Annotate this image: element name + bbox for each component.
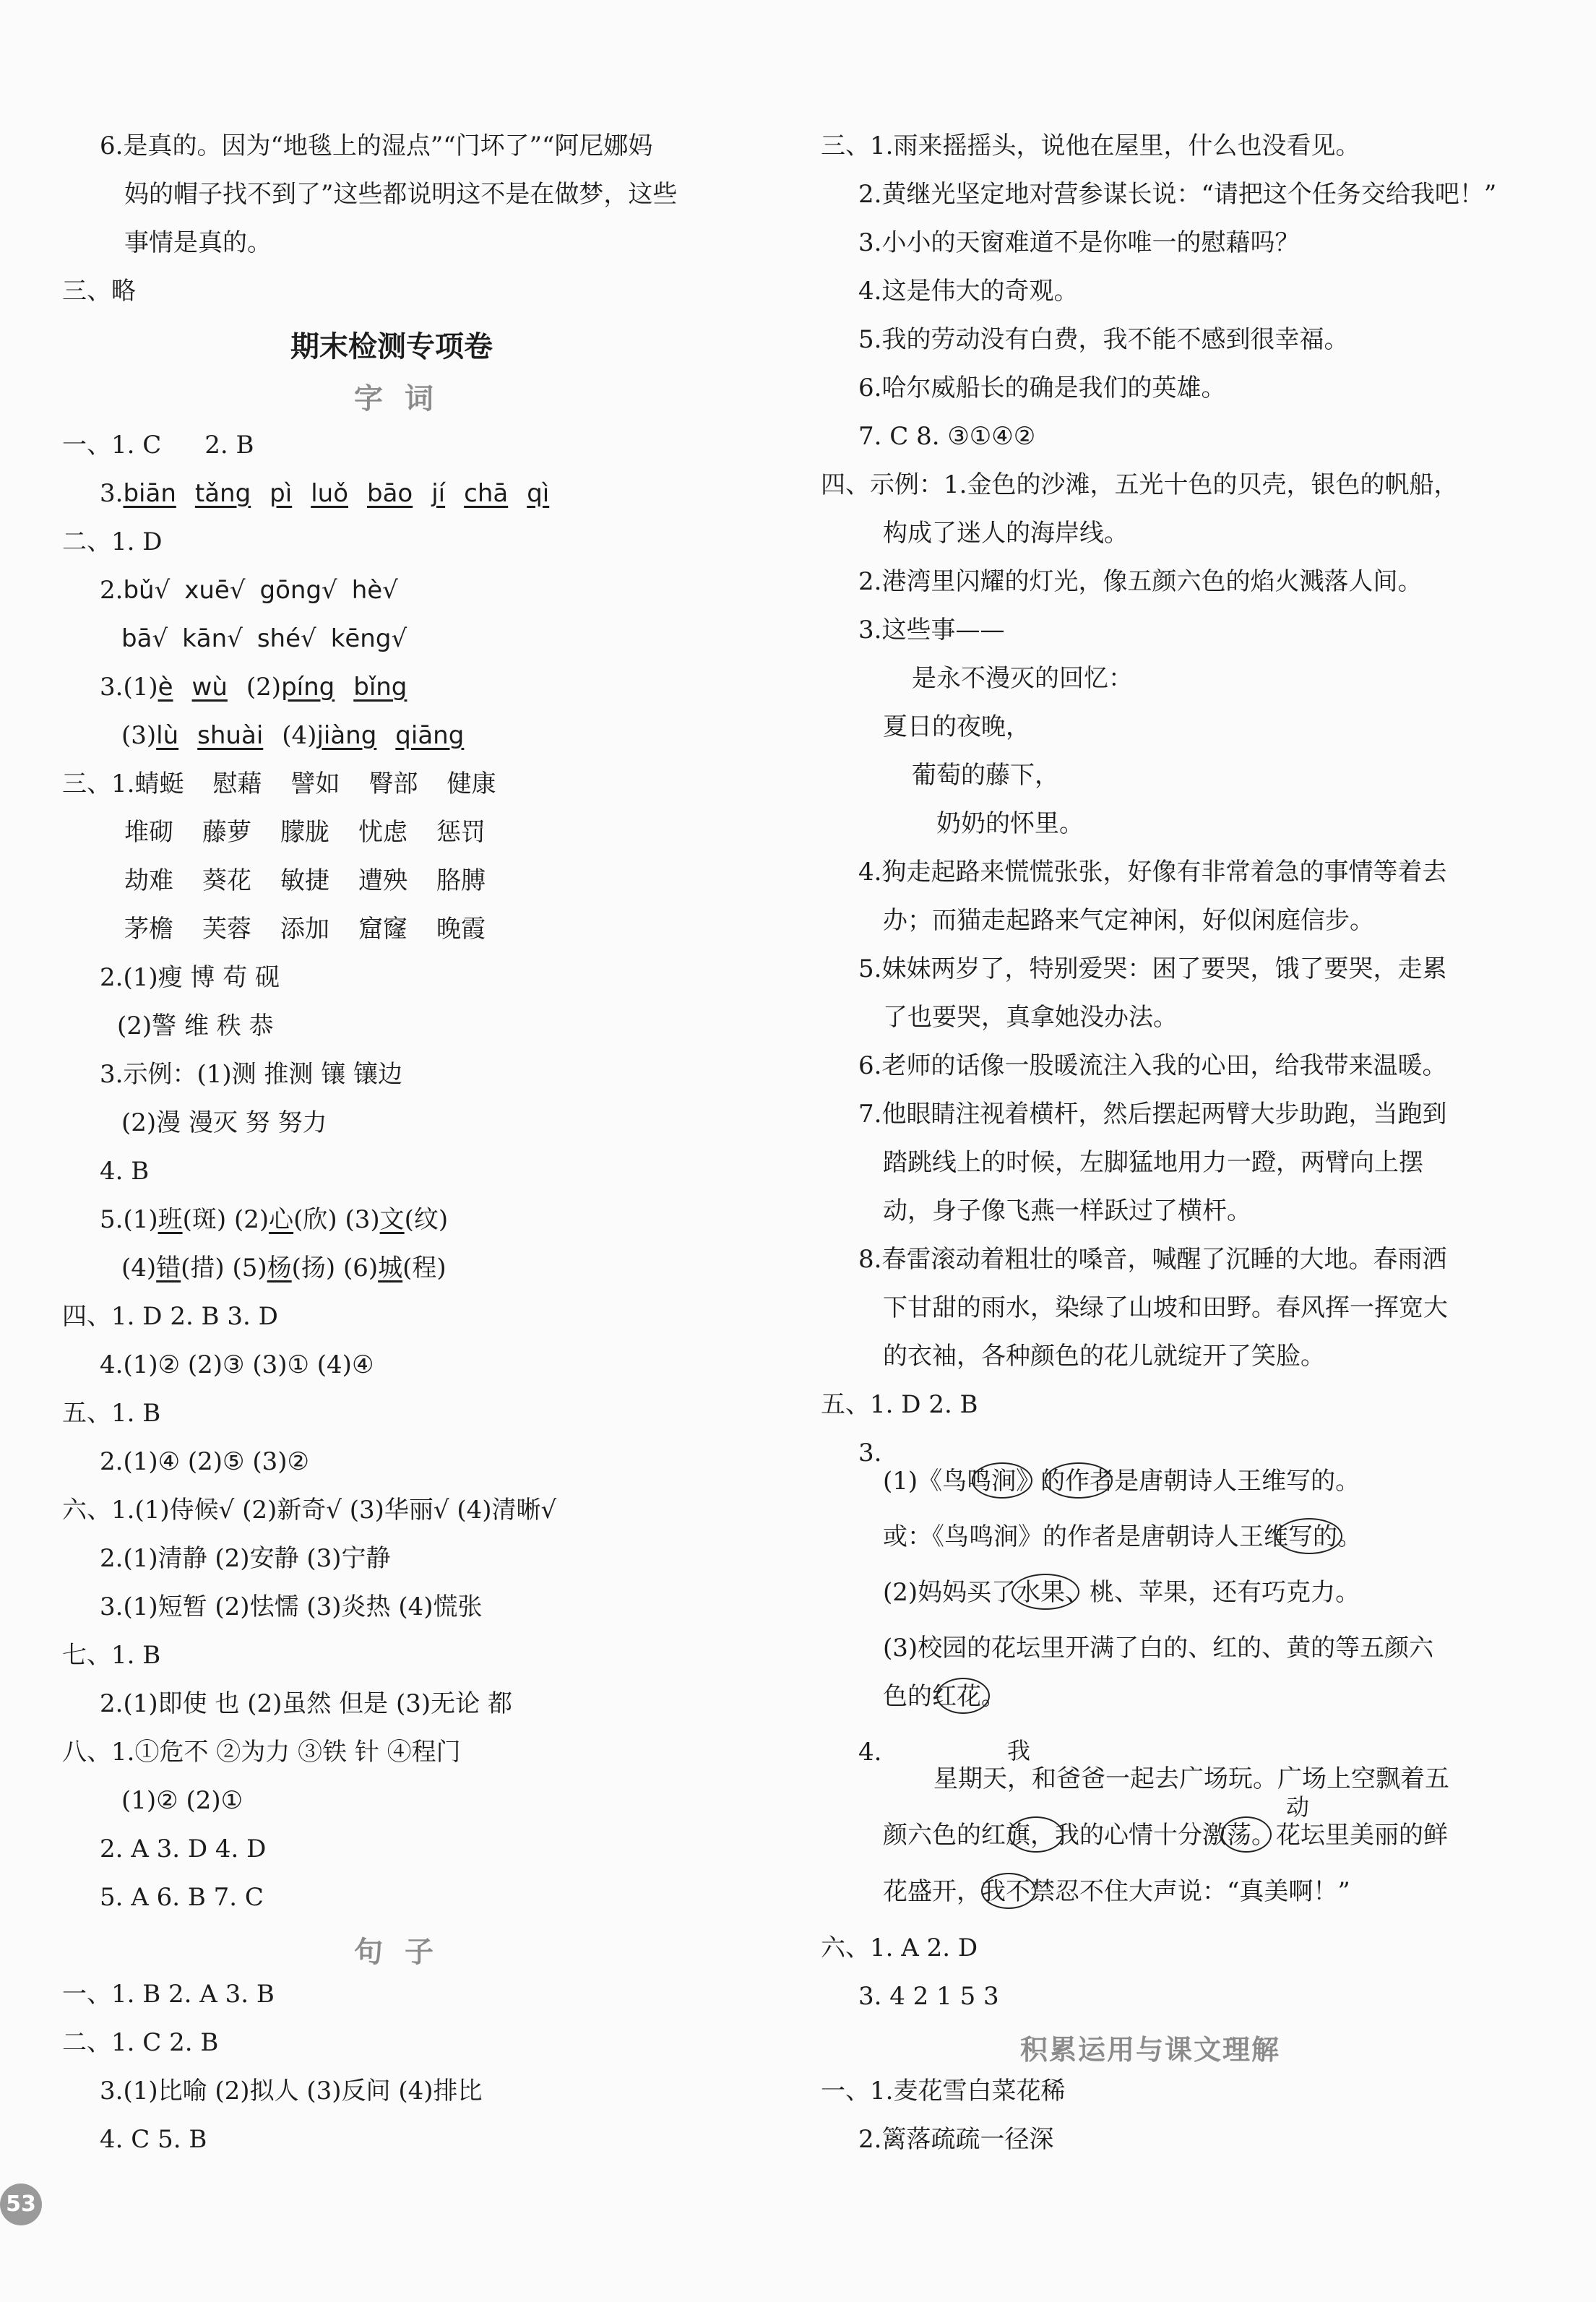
pinyin: gōng√ (259, 576, 337, 605)
corrected-sentence: (1)《鸟鸣涧》的作者是唐朝诗人王维写的。 (883, 1467, 1360, 1496)
wrong-char: 心 (269, 1205, 294, 1234)
answer-line: 四、1. D 2. B 3. D (62, 1302, 278, 1331)
correct-char: (程) (402, 1254, 447, 1283)
pinyin-line (100, 671, 426, 703)
answer-line (100, 1204, 448, 1236)
correct-char: (纹) (404, 1205, 449, 1234)
pinyin: kān√ (182, 624, 243, 653)
answer-text: 2. B (204, 431, 254, 460)
answer-line: 3.小小的天窗难道不是你唯一的慰藉吗？ (858, 228, 1300, 257)
answer-line: (1)② (2)① (121, 1786, 243, 1815)
corrected-sentence: 或：《鸟鸣涧》的作者是唐朝诗人王维写的。 (883, 1522, 1362, 1551)
pinyin: pì (269, 479, 293, 508)
answer-line: 二、1. D (62, 527, 163, 556)
answer-line: (2)漫 漫灭 努 努力 (121, 1108, 327, 1137)
answer-line: 3. 4 2 1 5 3 (858, 1982, 999, 2011)
word: 晚霞 (436, 915, 486, 944)
subsection-title: 句子 (354, 1936, 455, 1969)
answer-line: 2.篱落疏疏一径深 (858, 2125, 1054, 2154)
proofread-circle (936, 1678, 990, 1714)
answer-line: 6.哈尔威船长的确是我们的英雄。 (858, 374, 1226, 402)
pinyin: jiàng (316, 721, 377, 750)
wrong-char: 文 (379, 1205, 405, 1234)
word: 慰藉 (212, 770, 262, 798)
subsection-title: 字词 (354, 382, 455, 415)
answer-line: 4.这是伟大的奇观。 (858, 277, 1079, 306)
corrected-sentence: (3)校园的花坛里开满了白的、红的、黄的等五颜六 (883, 1634, 1434, 1663)
correct-char: (扬) (6) (291, 1254, 379, 1283)
word: 堆砌 (124, 818, 173, 847)
answer-line: 一、1. B 2. A 3. B (62, 1980, 275, 2009)
answer-line: 三、略 (62, 277, 136, 306)
answer-line: 的衣袖，各种颜色的花儿就绽开了笑脸。 (883, 1342, 1325, 1371)
word: 敏捷 (280, 866, 329, 895)
pinyin: chā (464, 479, 509, 508)
answer-line: 八、1.①危不 ②为力 ③铁 针 ④程门 (62, 1738, 461, 1767)
pinyin: qì (527, 479, 550, 508)
word: 劫难 (124, 866, 173, 895)
pinyin: kēng√ (330, 624, 407, 653)
subsection-title: 积累运用与课文理解 (1020, 2034, 1281, 2066)
proofread-circle (1011, 1574, 1079, 1610)
corrected-paragraph: 星期天，和爸爸一起去广场玩。广场上空飘着五 (933, 1764, 1449, 1793)
answer-line: 构成了迷人的海岸线。 (883, 519, 1129, 548)
word: 芙蓉 (202, 915, 251, 944)
answer-line: 六、1. A 2. D (821, 1934, 978, 1962)
answer-line: 3.(1)比喻 (2)拟人 (3)反问 (4)排比 (100, 2077, 483, 2105)
wrong-char: 杨 (267, 1254, 292, 1283)
pinyin: è (158, 673, 173, 702)
item-number: 5.(1) (100, 1205, 158, 1234)
pinyin: lù (156, 721, 179, 750)
pinyin: xuē√ (184, 576, 246, 605)
answer-line: 4.(1)② (2)③ (3)① (4)④ (100, 1350, 374, 1379)
corrected-paragraph: 花盛开，我不禁忍不住大声说：“真美啊！” (883, 1877, 1350, 1906)
answer-line: 妈的帽子找不到了”这些都说明这不是在做梦，这些 (124, 180, 678, 209)
insert-mark: 动 (1286, 1793, 1310, 1821)
proofread-circle (1045, 1462, 1113, 1499)
word: 譬如 (290, 770, 340, 798)
answer-line: 6.是真的。因为“地毯上的湿点”“门坏了”“阿尼娜妈 (100, 132, 653, 160)
answer-line: 下甘甜的雨水，染绿了山坡和田野。春风挥一挥宽大 (883, 1293, 1448, 1322)
corrected-sentence: (2)妈妈买了水果、桃、苹果，还有巧克力。 (883, 1578, 1360, 1607)
pinyin: biān (123, 479, 176, 508)
wrong-char: 错 (156, 1254, 181, 1283)
pinyin: tǎng (194, 479, 251, 508)
pinyin: bāo (367, 479, 413, 508)
item-number: (4) (282, 721, 317, 750)
correct-char: (斑) (2) (182, 1205, 269, 1234)
pinyin: qiāng (395, 721, 465, 750)
word: 窟窿 (358, 915, 407, 944)
answer-line: 2.(1)瘦 博 苟 砚 (100, 963, 280, 992)
word-row (62, 768, 496, 800)
answer-line: 4. (858, 1738, 882, 1767)
answer-line: 二、1. C 2. B (62, 2028, 219, 2057)
pinyin: luǒ (311, 479, 348, 508)
answer-line: 5. A 6. B 7. C (100, 1883, 264, 1912)
item-number: 三、1. (62, 770, 135, 798)
proofread-circle (1009, 1816, 1064, 1853)
corrected-sentence: 色的红花。 (883, 1682, 1006, 1711)
answer-line: 事情是真的。 (124, 228, 272, 257)
answer-line: 2.黄继光坚定地对营参谋长说：“请把这个任务交给我吧！” (858, 180, 1497, 209)
answer-line: 2.(1)④ (2)⑤ (3)② (100, 1447, 309, 1476)
item-number: (2) (246, 673, 282, 702)
answer-line: 7. C 8. ③①④② (858, 422, 1036, 451)
poem-line: 夏日的夜晚， (883, 712, 1030, 741)
word: 藤萝 (202, 818, 251, 847)
proofread-circle (1276, 1518, 1342, 1554)
pinyin-line (100, 574, 413, 606)
word: 忧虑 (358, 818, 407, 847)
section-title: 期末检测专项卷 (290, 330, 493, 363)
pinyin: shé√ (256, 624, 316, 653)
word-row (124, 865, 486, 897)
word-row (124, 816, 486, 848)
item-number: (3) (121, 721, 157, 750)
answer-line: 4.狗走起路来慌慌张张，好像有非常着急的事情等着去 (858, 858, 1447, 887)
pinyin-line (121, 623, 421, 655)
answer-line: 5.我的劳动没有白费，我不能不感到很幸福。 (858, 325, 1349, 354)
poem-line: 奶奶的怀里。 (936, 809, 1084, 838)
pinyin: jí (431, 479, 446, 508)
answer-line: 一、1.麦花雪白菜花稀 (821, 2077, 1066, 2105)
word: 惩罚 (436, 818, 486, 847)
answer-line: 办；而猫走起路来气定神闲，好似闲庭信步。 (883, 906, 1374, 935)
answer-line: 五、1. B (62, 1399, 161, 1428)
answer-text: 一、1. C (62, 431, 162, 460)
answer-line: 六、1.(1)侍候√ (2)新奇√ (3)华丽√ (4)清晰√ (62, 1496, 557, 1525)
answer-line: 七、1. B (62, 1641, 161, 1670)
answer-line: 五、1. D 2. B (821, 1390, 978, 1419)
answer-line: 3.这些事—— (858, 616, 1005, 645)
word: 添加 (280, 915, 329, 944)
poem-line: 是永不漫灭的回忆： (912, 664, 1133, 693)
item-number: 3.(1) (100, 673, 158, 702)
pinyin: píng (281, 673, 335, 702)
answer-line: 2.(1)清静 (2)安静 (3)宁静 (100, 1544, 391, 1573)
pinyin: shuài (197, 721, 264, 750)
pinyin-line (100, 478, 568, 509)
answer-line: 2. A 3. D 4. D (100, 1835, 267, 1863)
proofread-circle (1221, 1816, 1272, 1853)
correct-char: (欣) (3) (293, 1205, 380, 1234)
correct-char: (措) (5) (181, 1254, 267, 1283)
word: 葵花 (202, 866, 251, 895)
proofread-circle (981, 1873, 1036, 1909)
word: 蜻蜓 (134, 770, 184, 798)
pinyin: bā√ (121, 624, 168, 653)
pinyin: bǔ√ (123, 576, 171, 605)
word: 健康 (447, 770, 496, 798)
item-number: 3. (100, 479, 124, 508)
answer-line: 3.示例：(1)测 推测 镶 镶边 (100, 1060, 403, 1089)
answer-line: 2.(1)即使 也 (2)虽然 但是 (3)无论 都 (100, 1689, 512, 1718)
wrong-char: 城 (378, 1254, 403, 1283)
word: 臀部 (368, 770, 418, 798)
answer-line: 8.春雷滚动着粗壮的嗓音，喊醒了沉睡的大地。春雨洒 (858, 1245, 1447, 1274)
poem-line: 葡萄的藤下， (912, 761, 1059, 790)
pinyin: bǐng (353, 673, 407, 702)
answer-line: 踏跳线上的时候，左脚猛地用力一蹬，两臂向上摆 (883, 1148, 1423, 1177)
answer-line: 3.(1)短暂 (2)怯懦 (3)炎热 (4)慌张 (100, 1592, 483, 1621)
item-number: 2. (100, 576, 124, 605)
pinyin: hè√ (351, 576, 398, 605)
answer-line: 6.老师的话像一股暖流注入我的心田，给我带来温暖。 (858, 1051, 1447, 1080)
answer-line: 了也要哭，真拿她没办法。 (883, 1003, 1178, 1032)
pinyin: wù (191, 673, 228, 702)
answer-line: 2.港湾里闪耀的灯光，像五颜六色的焰火溅落人间。 (858, 567, 1423, 596)
answer-line: 4. B (100, 1157, 150, 1186)
word: 朦胧 (280, 818, 329, 847)
answer-line: 动，身子像飞燕一样跃过了横杆。 (883, 1197, 1251, 1225)
answer-line: 4. C 5. B (100, 2125, 207, 2154)
word: 遭殃 (358, 866, 407, 895)
item-number: (4) (121, 1254, 157, 1283)
answer-line: 四、示例：1.金色的沙滩，五光十色的贝壳，银色的帆船， (821, 470, 1459, 499)
wrong-char: 班 (158, 1205, 183, 1234)
answer-line: 7.他眼睛注视着横杆，然后摆起两臂大步助跑，当跑到 (858, 1100, 1447, 1129)
word: 茅檐 (124, 915, 173, 944)
answer-line: 三、1.雨来摇摇头，说他在屋里，什么也没看见。 (821, 132, 1360, 160)
word: 胳膊 (436, 866, 486, 895)
page-number: 53 (0, 2184, 42, 2225)
answer-line: 3. (858, 1439, 882, 1467)
answer-line: (2)警 维 秩 恭 (117, 1012, 274, 1040)
pinyin-line (121, 720, 483, 751)
answer-line (62, 429, 254, 461)
answer-line: 5.妹妹两岁了，特别爱哭：困了要哭，饿了要哭，走累 (858, 954, 1447, 983)
proofread-circle (972, 1462, 1032, 1499)
answer-line (121, 1252, 447, 1284)
insert-mark: 我 (1007, 1737, 1031, 1764)
word-row (124, 913, 486, 945)
corrected-paragraph: 颜六色的红旗，我的心情十分激荡。花坛里美丽的鲜 (883, 1821, 1448, 1850)
